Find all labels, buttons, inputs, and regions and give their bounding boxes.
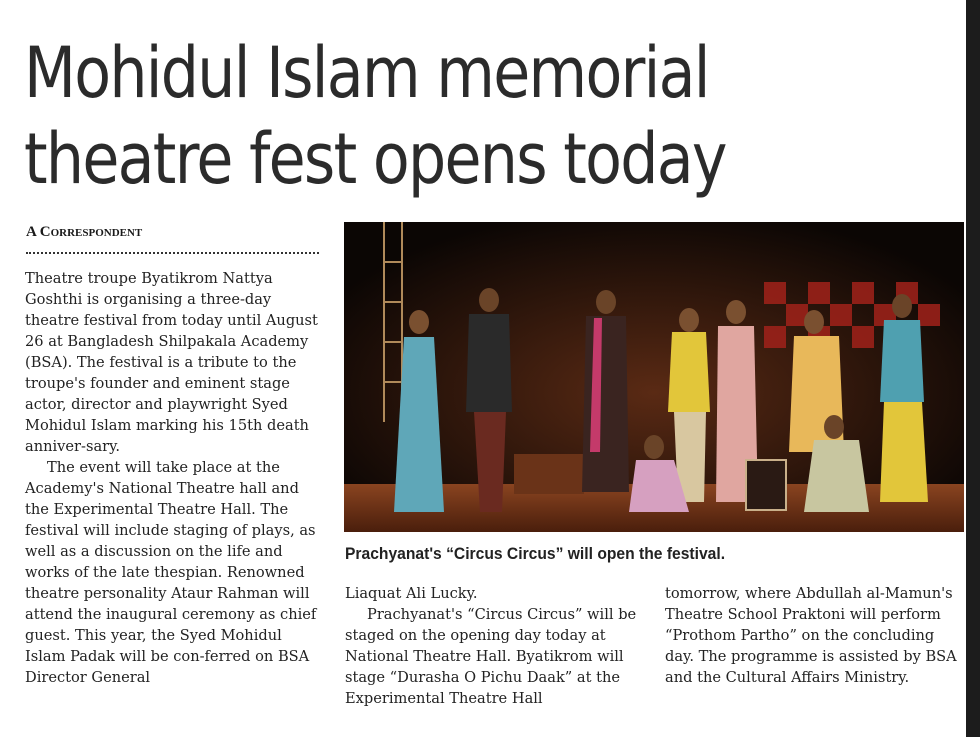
byline-divider [26, 252, 319, 254]
column-2-paragraph: Prachyanat's “Circus Circus” will be staged on the opening day today at National Theatre Hall. Byatikrom will stage “Durasha O Pichu Daak” at the Experimental Theatre Hall [345, 606, 637, 707]
column-3-paragraph: tomorrow, where Abdullah al-Mamun's Theatre School Praktoni will perform “Prothom Partho” on the concluding day. The programme is assisted by BSA and the Cultural Affairs Ministry. [665, 585, 957, 686]
article-column-2 [345, 583, 645, 709]
photo-caption: Prachyanat's “Circus Circus” will open the festival. [345, 544, 726, 563]
byline: A Correspondent [26, 224, 143, 240]
theatre-stage-photo-graphic [344, 222, 964, 532]
column-1-paragraph-2: The event will take place at the Academy's National Theatre hall and the Experimental Theatre Hall. The festival will include staging of plays, as well as a discussion on the life and works of the late thespian. Renowned theatre personality Ataur Rahman will attend the inaugural ceremony as chief guest. This year, the Syed Mohidul Islam Padak will be con-ferred on BSA Director General [25, 459, 317, 686]
page-edge-bar [966, 0, 980, 737]
headline: Mohidul Islam memorial theatre fest opens today [24, 32, 726, 200]
article-column-1 [25, 268, 325, 688]
column-1-paragraph-1: Theatre troupe Byatikrom Nattya Goshthi is organising a three-day theatre festival from today until August 26 at Bangladesh Shilpakala Academy (BSA). The festival is a tribute to the troupe's founder and eminent stage actor, director and playwright Syed Mohidul Islam marking his 15th death anniver-sary. [25, 270, 318, 455]
column-2-line-1: Liaquat Ali Lucky. [345, 585, 478, 602]
article-column-3 [665, 583, 965, 688]
theatre-stage-photo [344, 222, 964, 532]
